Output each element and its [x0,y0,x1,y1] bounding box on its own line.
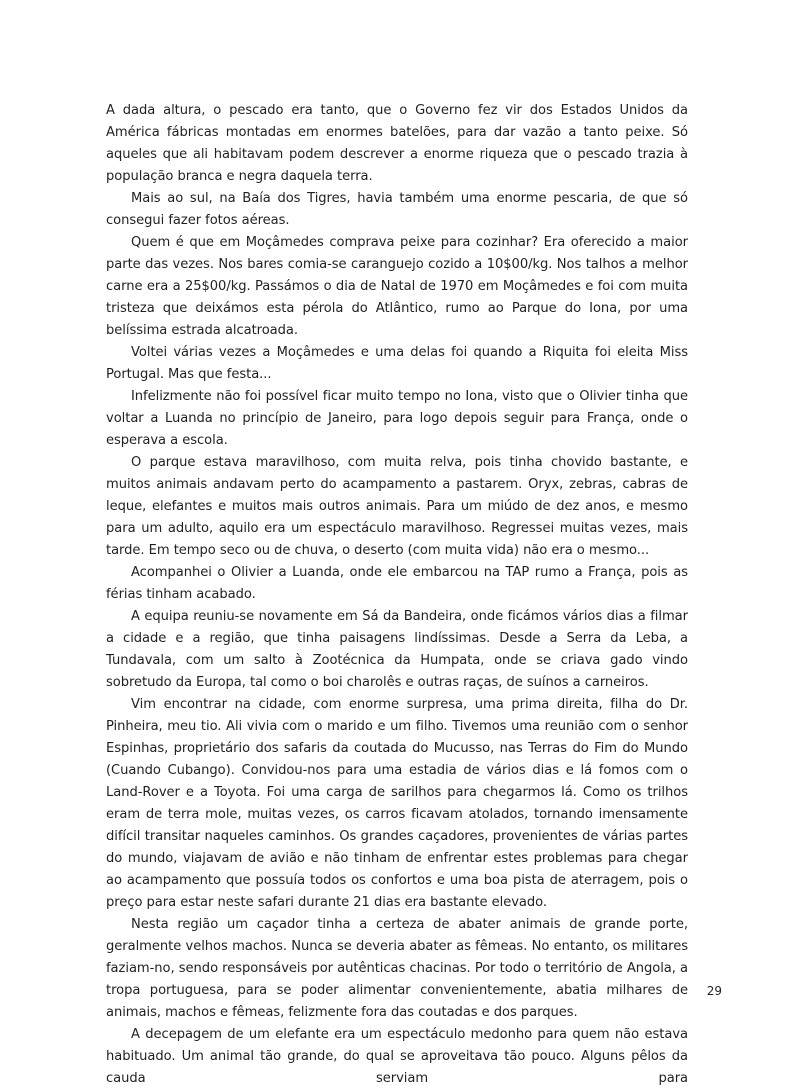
paragraph-3: Quem é que em Moçâmedes comprava peixe para cozinhar? Era oferecido a maior parte das vezes. Nos bares comia-se caranguejo cozido a 10$00/kg. Nos talhos a melhor carne era a 25$00/kg. Passámos o dia de Natal de 1970 em Moçâmedes e foi com muita tristeza que deixámos esta pérola do Atlântico, rumo ao Parque do Iona, por uma belíssima estrada alcatroada. [106,235,688,338]
paragraph-6: O parque estava maravilhoso, com muita relva, pois tinha chovido bastante, e muitos animais andavam perto do acampamento a pastarem. Oryx, zebras, cabras de leque, elefantes e muitos mais outros animais. Para um miúdo de dez anos, e mesmo para um adulto, aquilo era um espectáculo maravilhoso. Regressei muitas vezes, mais tarde. Em tempo seco ou de chuva, o deserto (com muita vida) não era o mesmo... [106,455,688,558]
paragraph-5: Infelizmente não foi possível ficar muito tempo no Iona, visto que o Olivier tinha que voltar a Luanda no princípio de Janeiro, para logo depois seguir para França, onde o esperava a escola. [106,389,688,448]
paragraph-10: Nesta região um caçador tinha a certeza de abater animais de grande porte, geralmente velhos machos. Nunca se deveria abater as fêmeas. No entanto, os militares faziam-no, sendo responsáveis por autênticas chacinas. Por todo o território de Angola, a tropa portuguesa, para se poder alimentar convenientemente, abatia milhares de animais, machos e fêmeas, felizmente fora das coutadas e dos parques. [106,917,688,1020]
body-text [106,100,688,1090]
paragraph-2: Mais ao sul, na Baía dos Tigres, havia também uma enorme pescaria, de que só consegui fazer fotos aéreas. [106,191,688,228]
paragraph-9: Vim encontrar na cidade, com enorme surpresa, uma prima direita, filha do Dr. Pinheira, meu tio. Ali vivia com o marido e um filho. Tivemos uma reunião com o senhor Espinhas, proprietário dos safaris da coutada do Mucusso, nas Terras do Fim do Mundo (Cuando Cubango). Convidou-nos para uma estadia de vários dias e lá fomos com o Land-Rover e a Toyota. Foi uma carga de sarilhos para chegarmos lá. Como os trilhos eram de terra mole, muitas vezes, os carros ficavam atolados, tornando imensamente difícil transitar naqueles caminhos. Os grandes caçadores, provenientes de várias partes do mundo, viajavam de avião e não tinham de enfrentar estes problemas para chegar ao acampamento que possuía todos os confortos e uma boa pista de aterragem, pois o preço para estar neste safari durante 21 dias era bastante elevado. [106,697,688,910]
paragraph-8: A equipa reuniu-se novamente em Sá da Bandeira, onde ficámos vários dias a filmar a cidade e a região, que tinha paisagens lindíssimas. Desde a Serra da Leba, a Tundavala, com um salto à Zootécnica da Humpata, onde se criava gado vindo sobretudo da Europa, tal como o boi charolês e outras raças, de suínos a carneiros. [106,609,688,690]
page-number: 29 [706,984,722,998]
paragraph-11: A decepagem de um elefante era um espectáculo medonho para quem não estava habituado. Um animal tão grande, do qual se aproveitava tão pouco. Alguns pêlos da cauda serviam para [106,1027,688,1086]
paragraph-4: Voltei várias vezes a Moçâmedes e uma delas foi quando a Riquita foi eleita Miss Portugal. Mas que festa... [106,345,688,382]
paragraph-7: Acompanhei o Olivier a Luanda, onde ele embarcou na TAP rumo a França, pois as férias tinham acabado. [106,565,688,602]
paragraph-1: A dada altura, o pescado era tanto, que o Governo fez vir dos Estados Unidos da América fábricas montadas em enormes batelões, para dar vazão a tanto peixe. Só aqueles que ali habitavam podem descrever a enorme riqueza que o pescado trazia à população branca e negra daquela terra. [106,103,688,184]
